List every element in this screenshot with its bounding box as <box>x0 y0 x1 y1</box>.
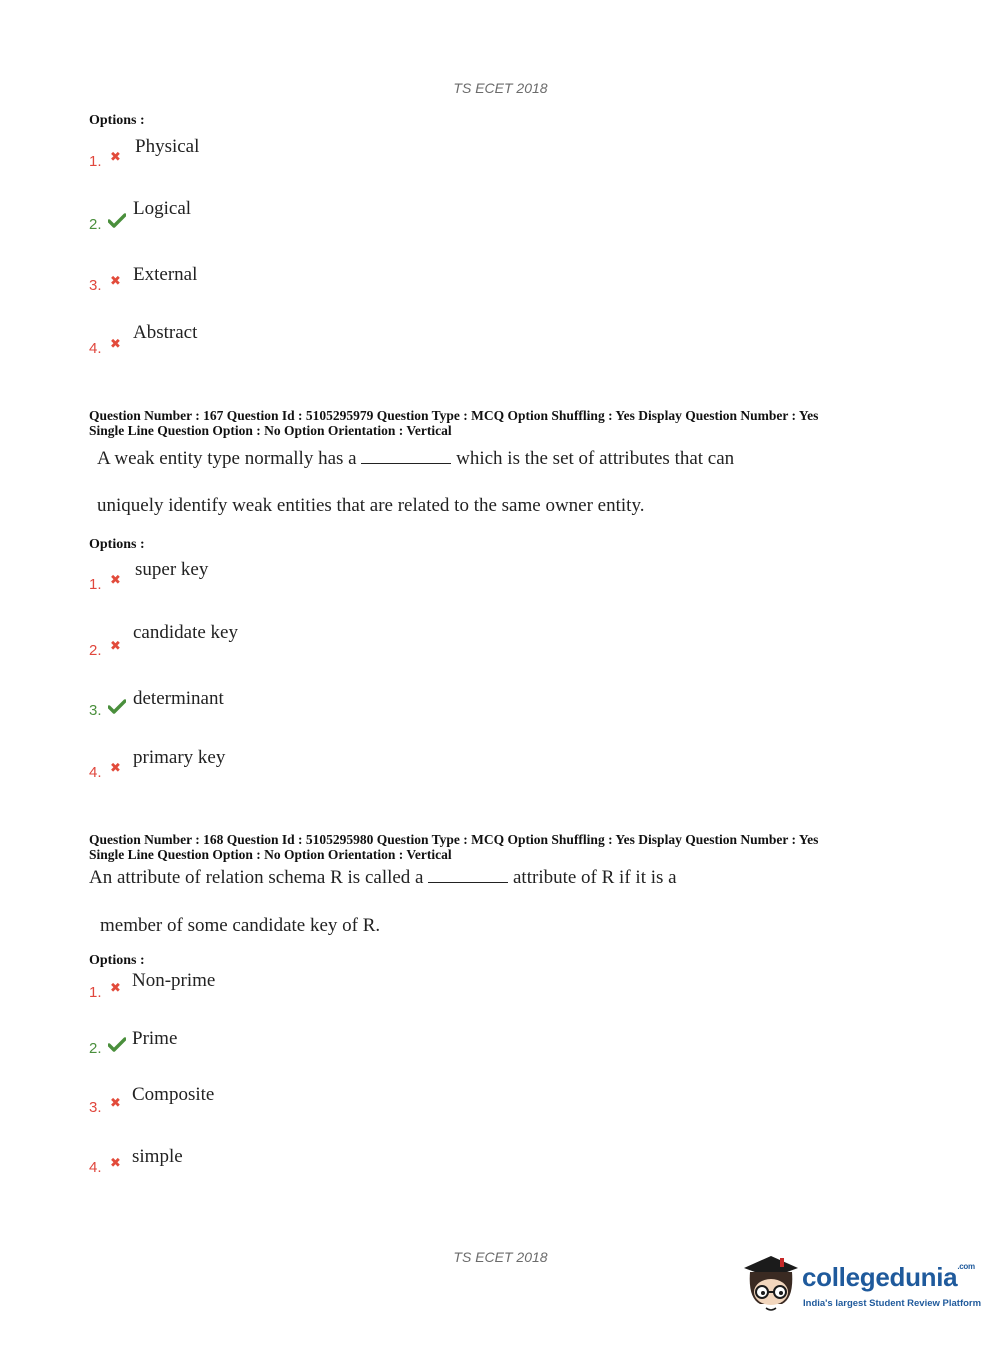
option-number: 1. <box>89 576 102 593</box>
answer-blank <box>428 881 508 883</box>
option-text: External <box>133 264 198 285</box>
page-header: TS ECET 2018 <box>453 80 548 96</box>
collegedunia-logo <box>740 1248 982 1318</box>
option-number: 4. <box>89 764 102 781</box>
option-text: primary key <box>133 747 226 768</box>
question-text <box>97 448 734 470</box>
option-number: 1. <box>89 153 102 170</box>
question-text: uniquely identify weak entities that are related to the same owner entity. <box>97 495 645 516</box>
graduate-mascot-icon <box>740 1248 802 1316</box>
cross-icon: ✖ <box>110 761 121 776</box>
cross-icon: ✖ <box>110 274 121 289</box>
option-number: 3. <box>89 277 102 294</box>
brand-tagline: India's largest Student Review Platform <box>803 1298 982 1309</box>
option-text: Composite <box>132 1084 215 1105</box>
cross-icon: ✖ <box>110 639 121 654</box>
check-icon <box>108 1037 126 1052</box>
options-label: Options : <box>89 113 145 128</box>
question-text: member of some candidate key of R. <box>100 915 381 936</box>
option-text: determinant <box>133 688 224 709</box>
question-text-part: A weak entity type normally has a <box>97 448 357 469</box>
question-text-part: which is the set of attributes that can <box>456 448 735 469</box>
check-icon <box>108 699 126 714</box>
option-number: 2. <box>89 216 102 233</box>
option-text: Abstract <box>133 322 198 343</box>
question-meta: Question Number : 168 Question Id : 5105295980 Question Type : MCQ Option Shuffling : Yes Display Question Number : Yes <box>89 832 819 847</box>
brand-suffix: .com <box>957 1262 975 1271</box>
option-text: super key <box>135 559 209 580</box>
option-number: 3. <box>89 1099 102 1116</box>
option-number: 4. <box>89 1159 102 1176</box>
page-footer: TS ECET 2018 <box>453 1249 548 1265</box>
options-label: Options : <box>89 953 145 968</box>
option-text: candidate key <box>133 622 238 643</box>
cross-icon: ✖ <box>110 337 121 352</box>
check-icon <box>108 213 126 228</box>
cross-icon: ✖ <box>110 981 121 996</box>
question-text-part: An attribute of relation schema R is called a <box>89 867 424 888</box>
question-meta: Question Number : 167 Question Id : 5105295979 Question Type : MCQ Option Shuffling : Yes Display Question Number : Yes <box>89 408 819 423</box>
option-text: Logical <box>133 198 192 219</box>
option-number: 1. <box>89 984 102 1001</box>
option-text: simple <box>132 1146 183 1167</box>
brand-name <box>802 1262 975 1293</box>
question-meta: Single Line Question Option : No Option Orientation : Vertical <box>89 423 452 438</box>
answer-blank <box>361 462 451 464</box>
cross-icon: ✖ <box>110 1156 121 1171</box>
question-text-part: attribute of R if it is a <box>513 867 677 888</box>
option-number: 3. <box>89 702 102 719</box>
brand-name-text: collegedunia <box>802 1262 958 1292</box>
option-number: 4. <box>89 340 102 357</box>
cross-icon: ✖ <box>110 573 121 588</box>
option-number: 2. <box>89 1040 102 1057</box>
question-text <box>89 867 677 889</box>
option-number: 2. <box>89 642 102 659</box>
option-text: Prime <box>132 1028 178 1049</box>
options-label: Options : <box>89 537 145 552</box>
question-meta: Single Line Question Option : No Option Orientation : Vertical <box>89 847 452 862</box>
option-text: Non-prime <box>132 970 216 991</box>
cross-icon: ✖ <box>110 150 121 165</box>
option-text: Physical <box>135 136 200 157</box>
cross-icon: ✖ <box>110 1096 121 1111</box>
